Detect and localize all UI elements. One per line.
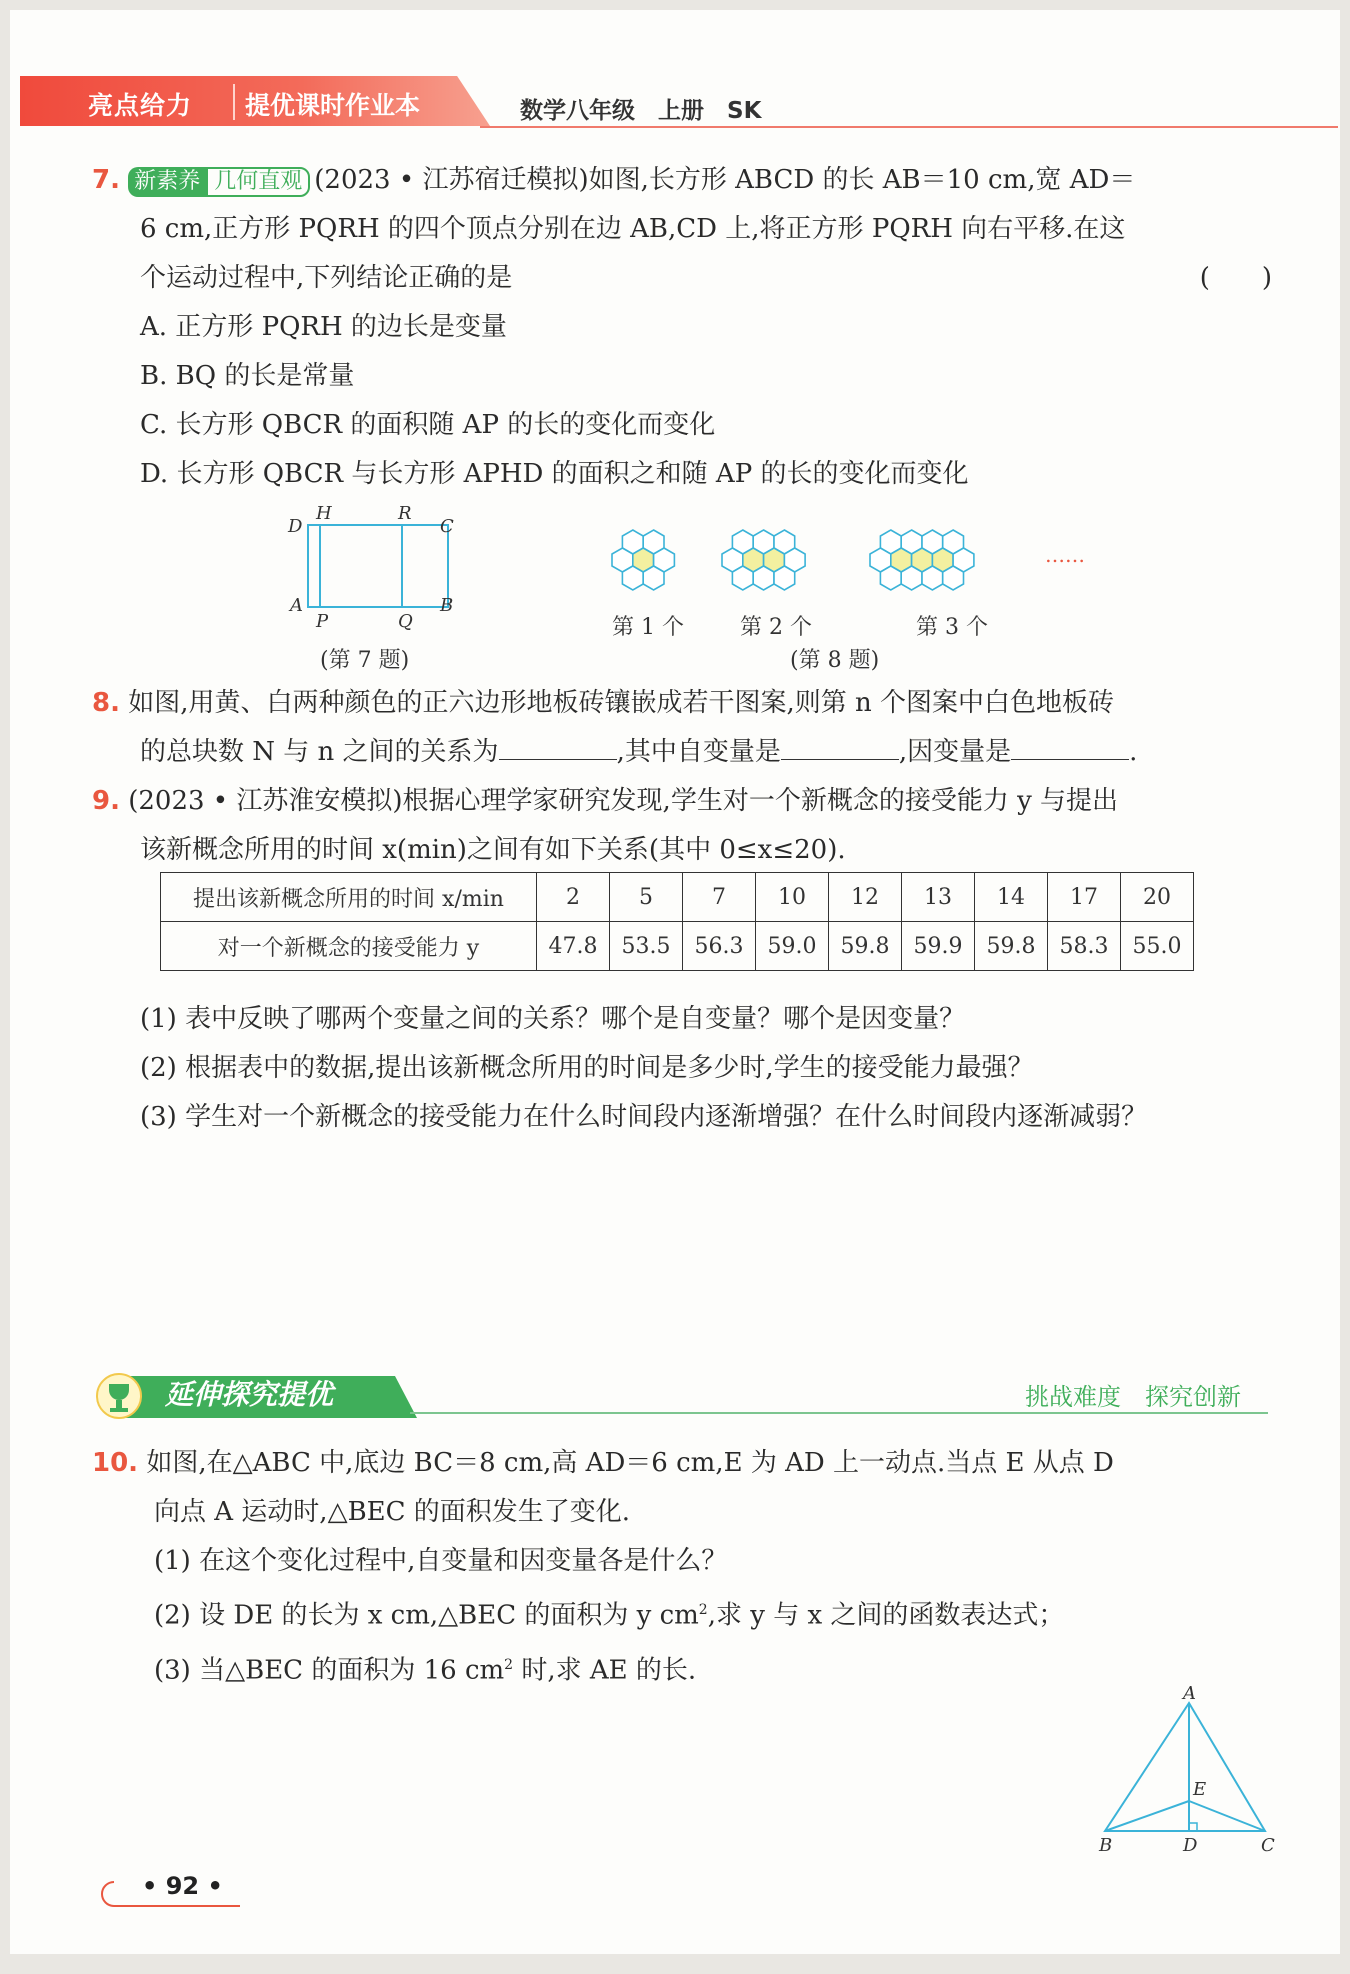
table-cell: 7 bbox=[683, 873, 756, 922]
page-number: • 92 • bbox=[142, 1872, 223, 1900]
q7-option-a: A. 正方形 PQRH 的边长是变量 bbox=[140, 312, 507, 342]
white-tile bbox=[774, 566, 795, 590]
pattern-ellipsis: …… bbox=[1045, 543, 1085, 567]
table-header-time: 提出该新概念所用的时间 x/min bbox=[161, 873, 537, 922]
label-h: H bbox=[316, 505, 332, 524]
table-cell: 55.0 bbox=[1121, 922, 1194, 971]
q9-number: 9. bbox=[92, 786, 120, 816]
table-cell: 17 bbox=[1048, 873, 1121, 922]
hexagon-tiles bbox=[612, 530, 974, 590]
white-tile bbox=[943, 566, 964, 590]
q7-number: 7. bbox=[92, 165, 120, 195]
subject-label: 数学八年级 上册 SK bbox=[520, 98, 762, 124]
section-tagline: 挑战难度 探究创新 bbox=[1025, 1383, 1241, 1411]
book-title: 提优课时作业本 bbox=[245, 91, 421, 120]
q9-line2: 该新概念所用的时间 x(min)之间有如下关系(其中 0≤x≤20). bbox=[140, 835, 846, 865]
segment-be bbox=[1105, 1801, 1189, 1831]
q7-option-c: C. 长方形 QBCR 的面积随 AP 的长的变化而变化 bbox=[140, 410, 716, 440]
pattern-3-label: 第 3 个 bbox=[916, 615, 988, 640]
label-a: A bbox=[1183, 1685, 1196, 1704]
label-b: B bbox=[440, 595, 454, 616]
q8-line1: 如图,用黄、白两种颜色的正六边形地板砖镶嵌成若干图案,则第 n 个图案中白色地板砖 bbox=[128, 688, 1115, 718]
section-rule bbox=[410, 1412, 1268, 1414]
table-cell: 53.5 bbox=[610, 922, 683, 971]
label-d: D bbox=[1183, 1835, 1198, 1856]
white-tile bbox=[732, 566, 753, 590]
q8-number: 8. bbox=[92, 688, 120, 718]
figure-10-triangle bbox=[1085, 1685, 1285, 1865]
q10-part-2b: ,求 y 与 x 之间的函数表达式； bbox=[707, 1600, 1065, 1631]
label-r: R bbox=[398, 505, 412, 524]
table-cell: 10 bbox=[756, 873, 829, 922]
table-cell: 5 bbox=[610, 873, 683, 922]
page bbox=[10, 10, 1340, 1954]
table-row-time bbox=[161, 873, 1194, 922]
white-tile bbox=[880, 566, 901, 590]
table-cell: 59.8 bbox=[829, 922, 902, 971]
trophy-icon bbox=[97, 1374, 141, 1418]
triangle-abc bbox=[1105, 1703, 1265, 1831]
q10-part-3a: (3) 当△BEC 的面积为 16 cm bbox=[154, 1655, 505, 1686]
pattern-2-label: 第 2 个 bbox=[740, 615, 812, 640]
q8-line2-d: . bbox=[1129, 737, 1138, 767]
label-a: A bbox=[290, 595, 303, 616]
q10-line2: 向点 A 运动时,△BEC 的面积发生了变化. bbox=[154, 1497, 631, 1527]
label-c: C bbox=[440, 516, 454, 537]
table-cell: 59.0 bbox=[756, 922, 829, 971]
question-8 bbox=[92, 679, 1272, 777]
table-cell: 56.3 bbox=[683, 922, 756, 971]
table-cell: 59.8 bbox=[975, 922, 1048, 971]
q9-data-table bbox=[160, 872, 1194, 971]
section-title: 延伸探究提优 bbox=[165, 1378, 334, 1411]
q10-line1: 如图,在△ABC 中,底边 BC＝8 cm,高 AD＝6 cm,E 为 AD 上一动点.当点 E 从点 D bbox=[146, 1448, 1114, 1478]
table-cell: 12 bbox=[829, 873, 902, 922]
q7-option-d: D. 长方形 QBCR 与长方形 APHD 的面积之和随 AP 的长的变化而变化 bbox=[140, 459, 969, 489]
label-e: E bbox=[1193, 1779, 1207, 1800]
label-c: C bbox=[1261, 1835, 1275, 1856]
q7-answer-paren: ( ) bbox=[1199, 263, 1272, 293]
q7-line2: 6 cm,正方形 PQRH 的四个顶点分别在边 AB,CD 上,将正方形 PQRH 向右平移.在这 bbox=[140, 214, 1126, 244]
q10-part-3b: 时,求 AE 的长. bbox=[513, 1655, 697, 1686]
q7-option-b: B. BQ 的长是常量 bbox=[140, 361, 355, 391]
pattern-1-label: 第 1 个 bbox=[612, 615, 684, 640]
question-10 bbox=[92, 1439, 1272, 1695]
figure-7-caption: (第 7 题) bbox=[320, 648, 410, 673]
right-angle-mark bbox=[1189, 1823, 1197, 1831]
header-rule bbox=[480, 126, 1338, 128]
q7-badge-geometry: 几何直观 bbox=[206, 167, 310, 197]
white-tile bbox=[622, 566, 643, 590]
q8-blank-relation[interactable] bbox=[499, 735, 617, 760]
table-cell: 59.9 bbox=[902, 922, 975, 971]
q10-part-2a: (2) 设 DE 的长为 x cm,△BEC 的面积为 y cm bbox=[154, 1600, 699, 1631]
q9-part-2: (2) 根据表中的数据,提出该新概念所用的时间是多少时,学生的接受能力最强？ bbox=[140, 1053, 1034, 1083]
table-cell: 14 bbox=[975, 873, 1048, 922]
white-tile bbox=[922, 566, 943, 590]
table-cell: 20 bbox=[1121, 873, 1194, 922]
superscript: 2 bbox=[504, 1656, 514, 1673]
white-tile bbox=[901, 566, 922, 590]
q10-part-1: (1) 在这个变化过程中,自变量和因变量各是什么？ bbox=[154, 1546, 728, 1576]
q8-line2-a: 的总块数 N 与 n 之间的关系为 bbox=[140, 737, 499, 767]
table-header-ability: 对一个新概念的接受能力 y bbox=[161, 922, 537, 971]
label-d: D bbox=[288, 516, 303, 537]
q8-line2-b: ,其中自变量是 bbox=[616, 737, 781, 767]
label-q: Q bbox=[398, 611, 413, 632]
superscript: 2 bbox=[698, 1602, 708, 1618]
figure-8-caption: (第 8 题) bbox=[790, 648, 880, 673]
q8-blank-dependent[interactable] bbox=[1011, 735, 1129, 760]
q9-parts bbox=[140, 995, 1270, 1142]
table-cell: 58.3 bbox=[1048, 922, 1121, 971]
header-separator bbox=[233, 84, 235, 120]
label-p: P bbox=[316, 611, 329, 632]
q7-line3: 个运动过程中,下列结论正确的是 bbox=[140, 263, 513, 293]
white-tile bbox=[643, 566, 664, 590]
segment-ce bbox=[1189, 1801, 1265, 1831]
rect-abcd bbox=[308, 525, 448, 607]
table-cell: 13 bbox=[902, 873, 975, 922]
question-9 bbox=[92, 777, 1272, 875]
q8-blank-independent[interactable] bbox=[781, 735, 899, 760]
table-cell: 2 bbox=[537, 873, 610, 922]
label-b: B bbox=[1099, 1835, 1113, 1856]
table-row-ability bbox=[161, 922, 1194, 971]
q9-part-3: (3) 学生对一个新概念的接受能力在什么时间段内逐渐增强？在什么时间段内逐渐减弱？ bbox=[140, 1102, 1148, 1132]
q9-part-1: (1) 表中反映了哪两个变量之间的关系？哪个是自变量？哪个是因变量？ bbox=[140, 1004, 966, 1034]
q8-line2-c: ,因变量是 bbox=[898, 737, 1012, 767]
q7-line1: (2023 • 江苏宿迁模拟)如图,长方形 ABCD 的长 AB＝10 cm,宽 AD＝ bbox=[314, 165, 1136, 195]
series-title: 亮点给力 bbox=[88, 91, 193, 120]
q7-badge-new-literacy: 新素养 bbox=[128, 167, 206, 197]
white-tile bbox=[753, 566, 774, 590]
table-cell: 47.8 bbox=[537, 922, 610, 971]
q9-line1: (2023 • 江苏淮安模拟)根据心理学家研究发现,学生对一个新概念的接受能力 y 与提出 bbox=[128, 786, 1119, 816]
question-7 bbox=[92, 156, 1272, 499]
figure-7-rectangle bbox=[280, 505, 470, 635]
q10-number: 10. bbox=[92, 1448, 139, 1478]
